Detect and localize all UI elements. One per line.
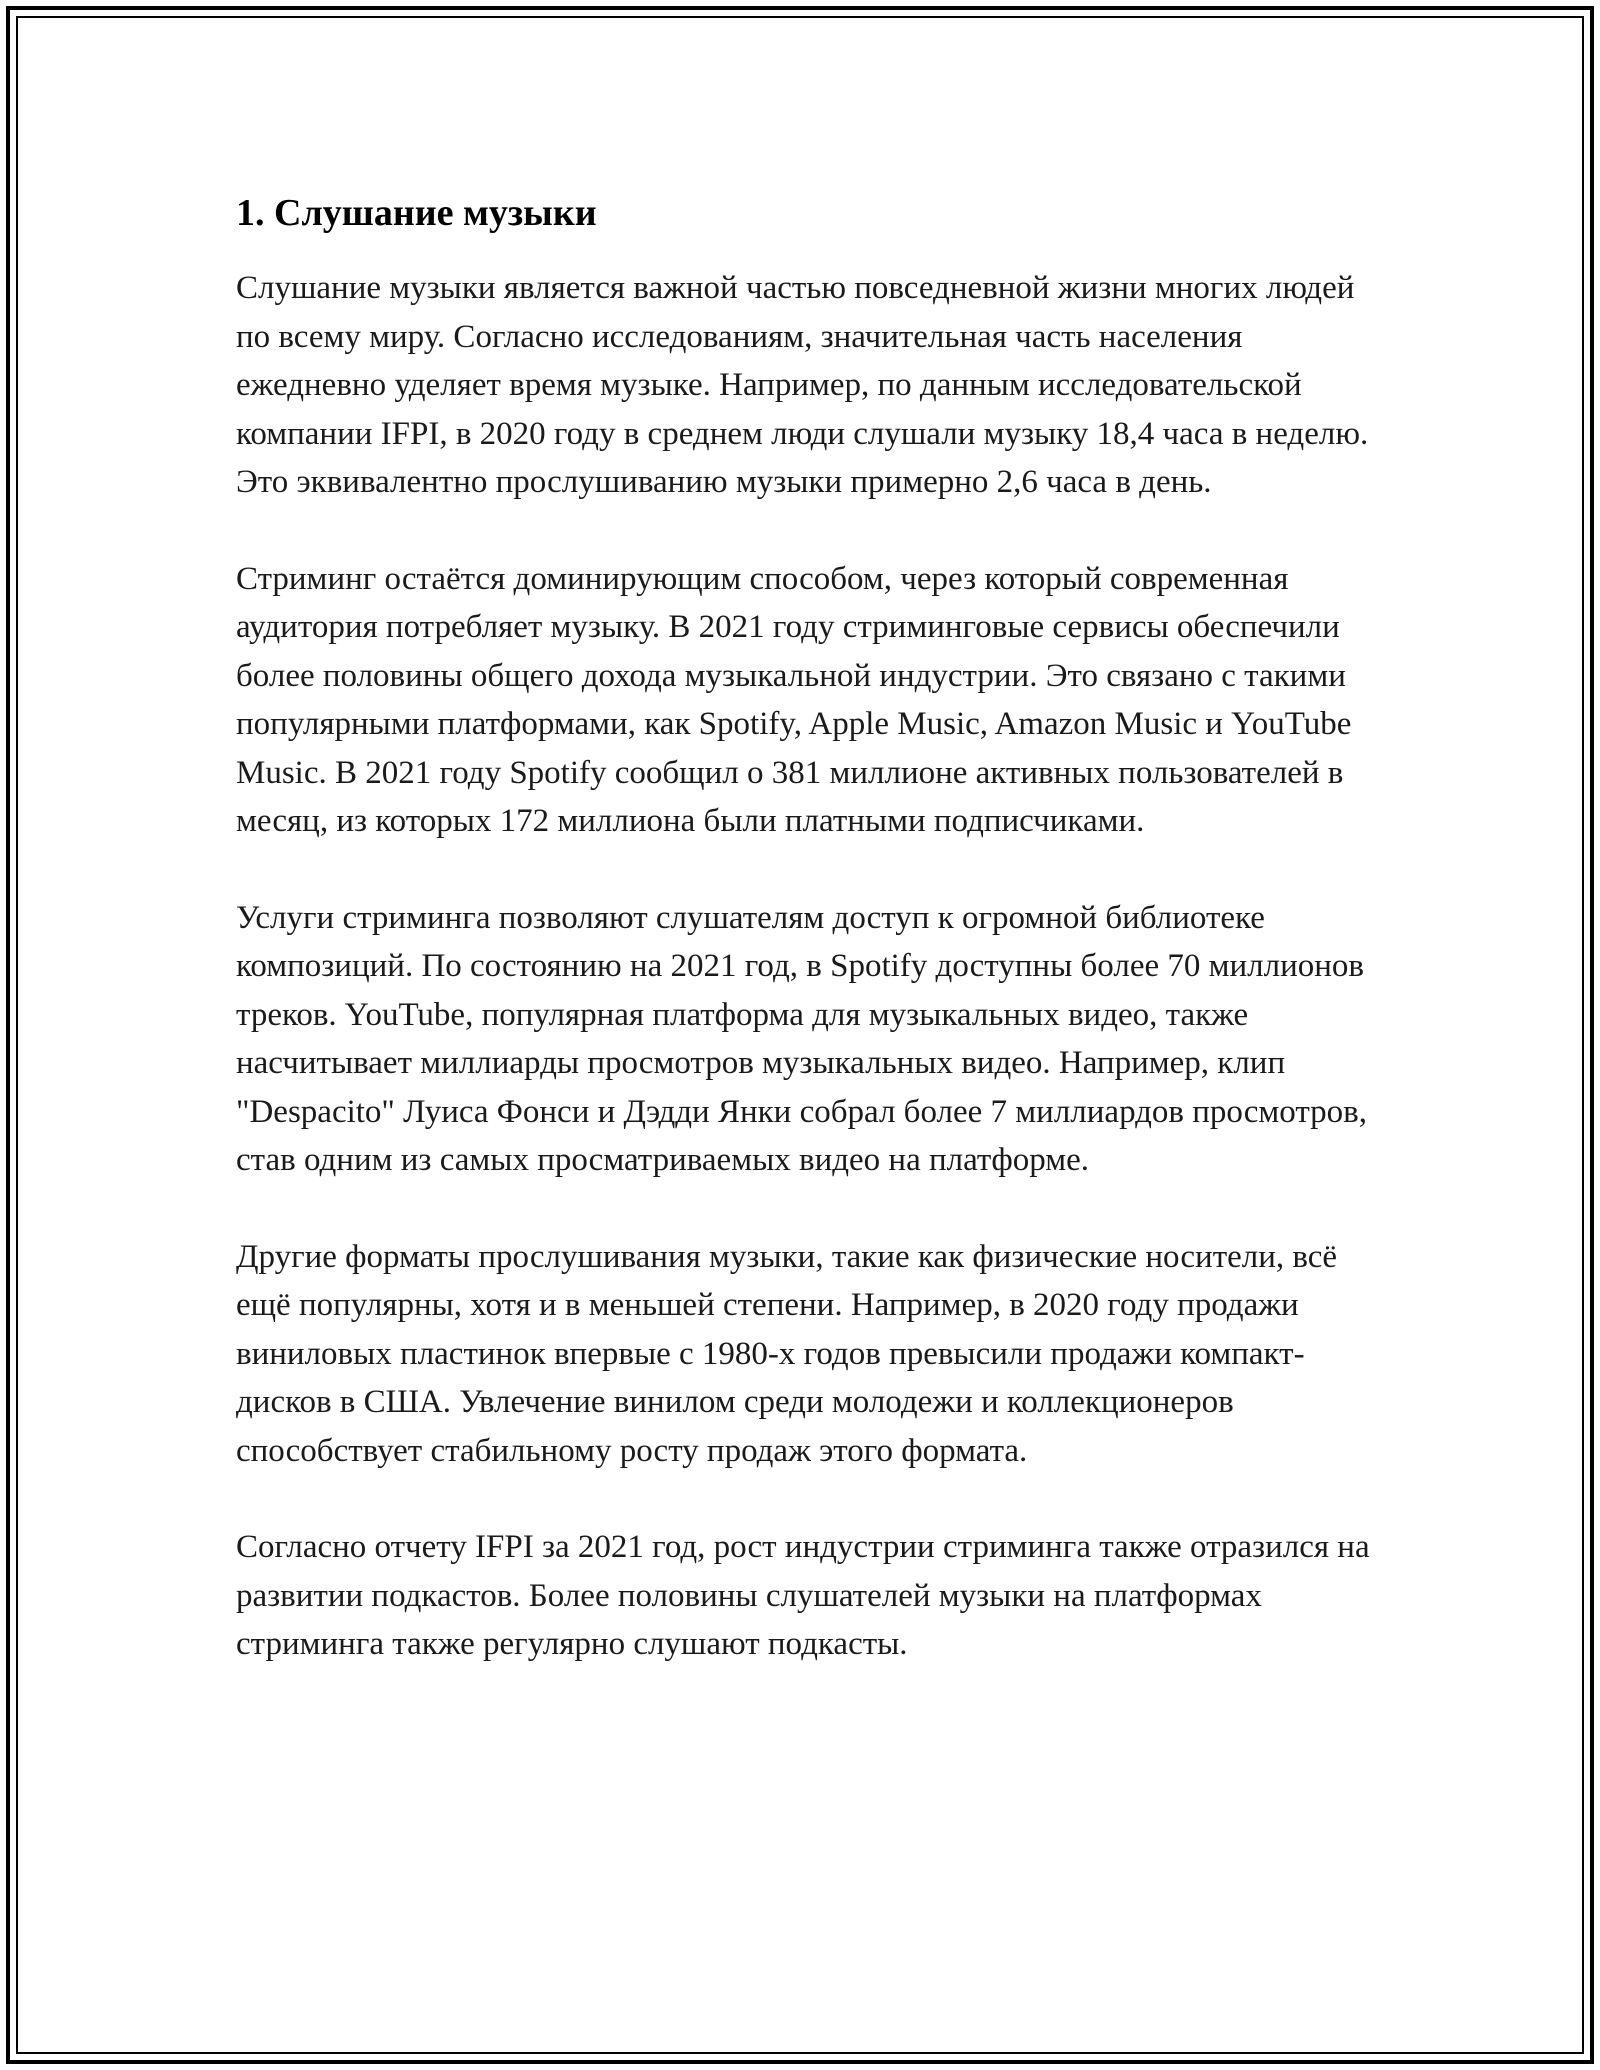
- paragraph-physical-formats: Другие форматы прослушивания музыки, такие как физические носители, всё ещё популярны, хотя и в меньшей степени. Например, в 2020 году продажи виниловых пластинок впервые с 1980-х годов превысили продажи компакт-дисков в США. Увлечение винилом среди молодежи и коллекционеров способствует стабильному росту продаж этого формата.: [236, 1238, 1338, 1469]
- document-body: [236, 188, 1386, 1717]
- paragraph-streaming-library: Услуги стриминга позволяют слушателям доступ к огромной библиотеке композиций. По состоянию на 2021 год, в Spotify доступны более 70 миллионов треков. YouTube, популярная платформа для музыкальных видео, также насчитывает миллиарды просмотров музыкальных видео. Например, клип "Despacito" Луиса Фонси и Дэдди Янки собрал более 7 миллиардов просмотров, став одним из самых просматриваемых видео на платформе.: [236, 899, 1367, 1178]
- section-heading: 1. Слушание музыки: [236, 192, 597, 234]
- paragraph-streaming: Стриминг остаётся доминирующим способом, через который современная аудитория потребляет музыку. В 2021 году стриминговые сервисы обеспечили более половины общего дохода музыкальной индустрии. Это связано с такими популярными платформами, как Spotify, Apple Music, Amazon Music и YouTube Music. В 2021 году Spotify сообщил о 381 миллионе активных пользователей в месяц, из которых 172 миллиона были платными подписчиками.: [236, 560, 1352, 839]
- paragraph-listening-time: Слушание музыки является важной частью повседневной жизни многих людей по всему миру. Согласно исследованиям, значительная часть населения ежедневно уделяет время музыке. Например, по данным исследовательской компании IFPI, в 2020 году в среднем люди слушали музыку 18,4 часа в неделю. Это эквивалентно прослушиванию музыки примерно 2,6 часа в день.: [236, 270, 1369, 500]
- paragraph-podcasts: Согласно отчету IFPI за 2021 год, рост индустрии стриминга также отразился на развитии подкастов. Более половины слушателей музыки на платформах стриминга также регулярно слушают подкасты.: [236, 1529, 1370, 1662]
